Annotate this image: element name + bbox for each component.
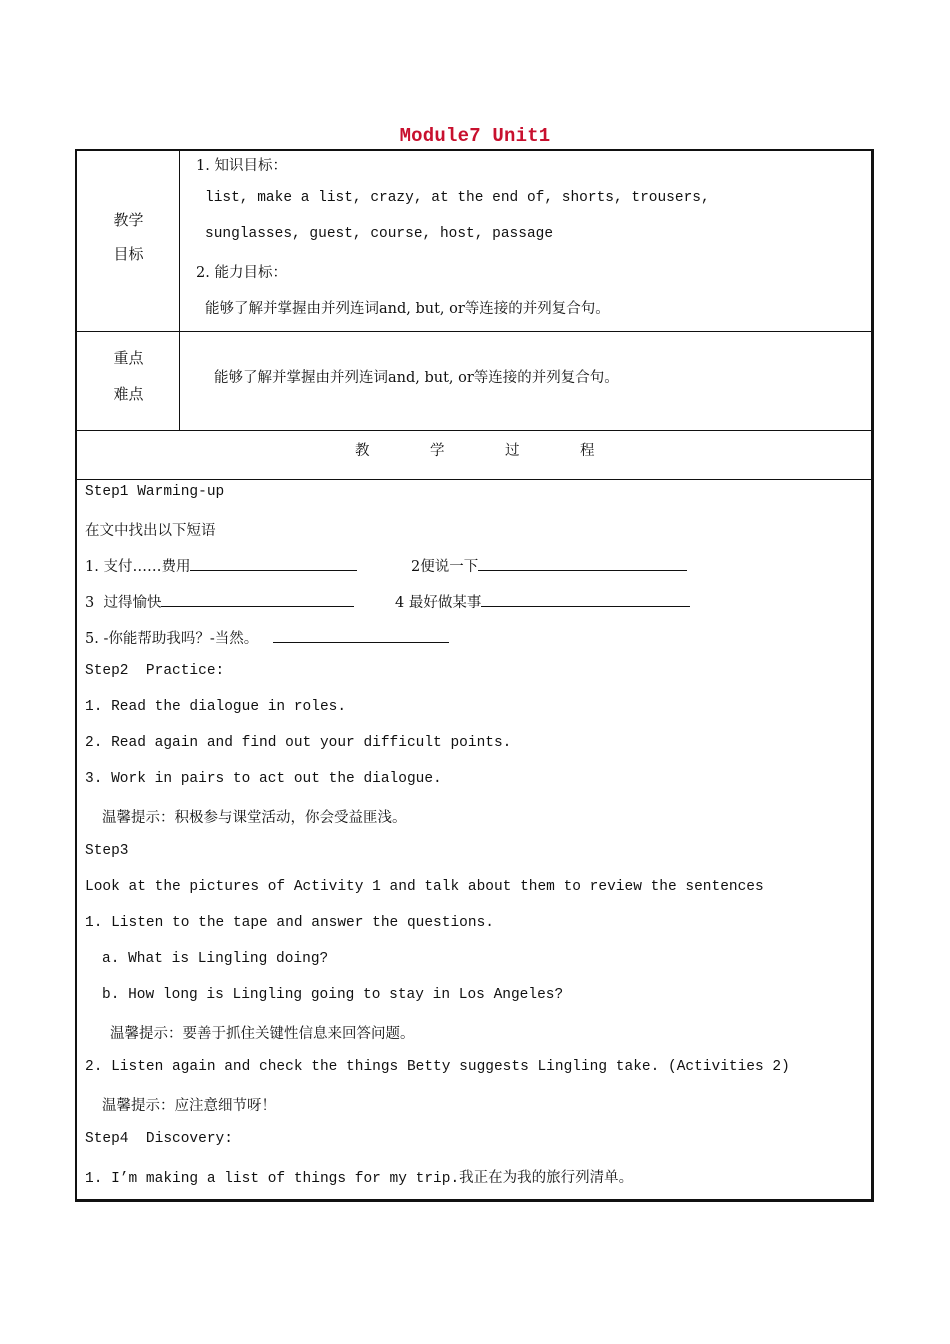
ability-heading: 2. 能力目标：: [196, 265, 287, 281]
row-divider: [77, 479, 872, 480]
listen-item-1: 1. Listen to the tape and answer the questions.: [85, 915, 494, 931]
process-header: [355, 439, 655, 460]
phrase-item-4: [395, 591, 690, 612]
process-header-char: 教: [355, 443, 370, 459]
step2-heading: Step2 Practice:: [85, 663, 225, 679]
keypoints-label-1: 重点: [113, 349, 144, 367]
step1-heading: Step1 Warming-up: [85, 484, 225, 500]
page-title: Module7 Unit1: [399, 125, 551, 147]
phrase-item-2-text: 2便说一下: [411, 559, 479, 575]
keypoints-label-2: 难点: [113, 385, 144, 403]
tip-1: 温馨提示：积极参与课堂活动，你会受益匪浅。: [102, 810, 407, 826]
knowledge-vocab-line1: list, make a list, crazy, at the end of, shorts, trousers,: [205, 190, 710, 206]
knowledge-vocab-line2: sunglasses, guest, course, host, passage: [205, 226, 554, 242]
objectives-label-1: 教学: [113, 211, 144, 229]
step3-heading: Step3: [85, 843, 129, 859]
find-phrases-instruction: 在文中找出以下短语: [85, 523, 216, 539]
tip-2: 温馨提示：要善于抓住关键性信息来回答问题。: [110, 1026, 415, 1042]
tip-3: 温馨提示：应注意细节呀！: [102, 1098, 276, 1114]
answer-blank[interactable]: [481, 592, 690, 607]
phrase-item-5-text: 5. -你能帮助我吗？-当然。: [85, 631, 259, 647]
objectives-label-2: 目标: [113, 245, 144, 263]
phrase-item-4-text: 4 最好做某事: [395, 595, 482, 611]
row-divider: [77, 331, 872, 332]
practice-item-2: 2. Read again and find out your difficult points.: [85, 735, 512, 751]
process-header-char: 程: [580, 443, 595, 459]
phrase-item-1-text: 1. 支付……费用: [85, 559, 191, 575]
phrase-item-3-text: 3 过得愉快: [85, 595, 162, 611]
answer-blank[interactable]: [478, 556, 687, 571]
answer-blank[interactable]: [190, 556, 357, 571]
question-b: b. How long is Lingling going to stay in Los Angeles?: [102, 987, 564, 1003]
answer-blank[interactable]: [273, 628, 449, 643]
ability-text: 能够了解并掌握由并列连词and, but, or等连接的并列复合句。: [205, 301, 610, 317]
row-divider: [77, 430, 872, 431]
answer-blank[interactable]: [161, 592, 354, 607]
phrase-item-1: [85, 555, 357, 576]
look-instruction: Look at the pictures of Activity 1 and talk about them to review the sentences: [85, 879, 764, 895]
discovery-item-1: 1. I’m making a list of things for my trip.我正在为我的旅行列清单。: [85, 1171, 634, 1187]
listen-item-2: 2. Listen again and check the things Betty suggests Lingling take. (Activities 2): [85, 1059, 790, 1075]
step4-heading: Step4 Discovery:: [85, 1131, 233, 1147]
process-header-char: 学: [430, 443, 445, 459]
practice-item-3: 3. Work in pairs to act out the dialogue.: [85, 771, 442, 787]
process-header-char: 过: [505, 443, 520, 459]
phrase-item-2: [411, 555, 687, 576]
question-a: a. What is Lingling doing?: [102, 951, 329, 967]
knowledge-heading: 1. 知识目标：: [196, 158, 287, 174]
practice-item-1: 1. Read the dialogue in roles.: [85, 699, 347, 715]
label-column-divider: [179, 151, 180, 430]
keypoints-text: 能够了解并掌握由并列连词and, but, or等连接的并列复合句。: [214, 370, 619, 386]
phrase-item-5: [85, 627, 449, 648]
phrase-item-3: [85, 591, 354, 612]
